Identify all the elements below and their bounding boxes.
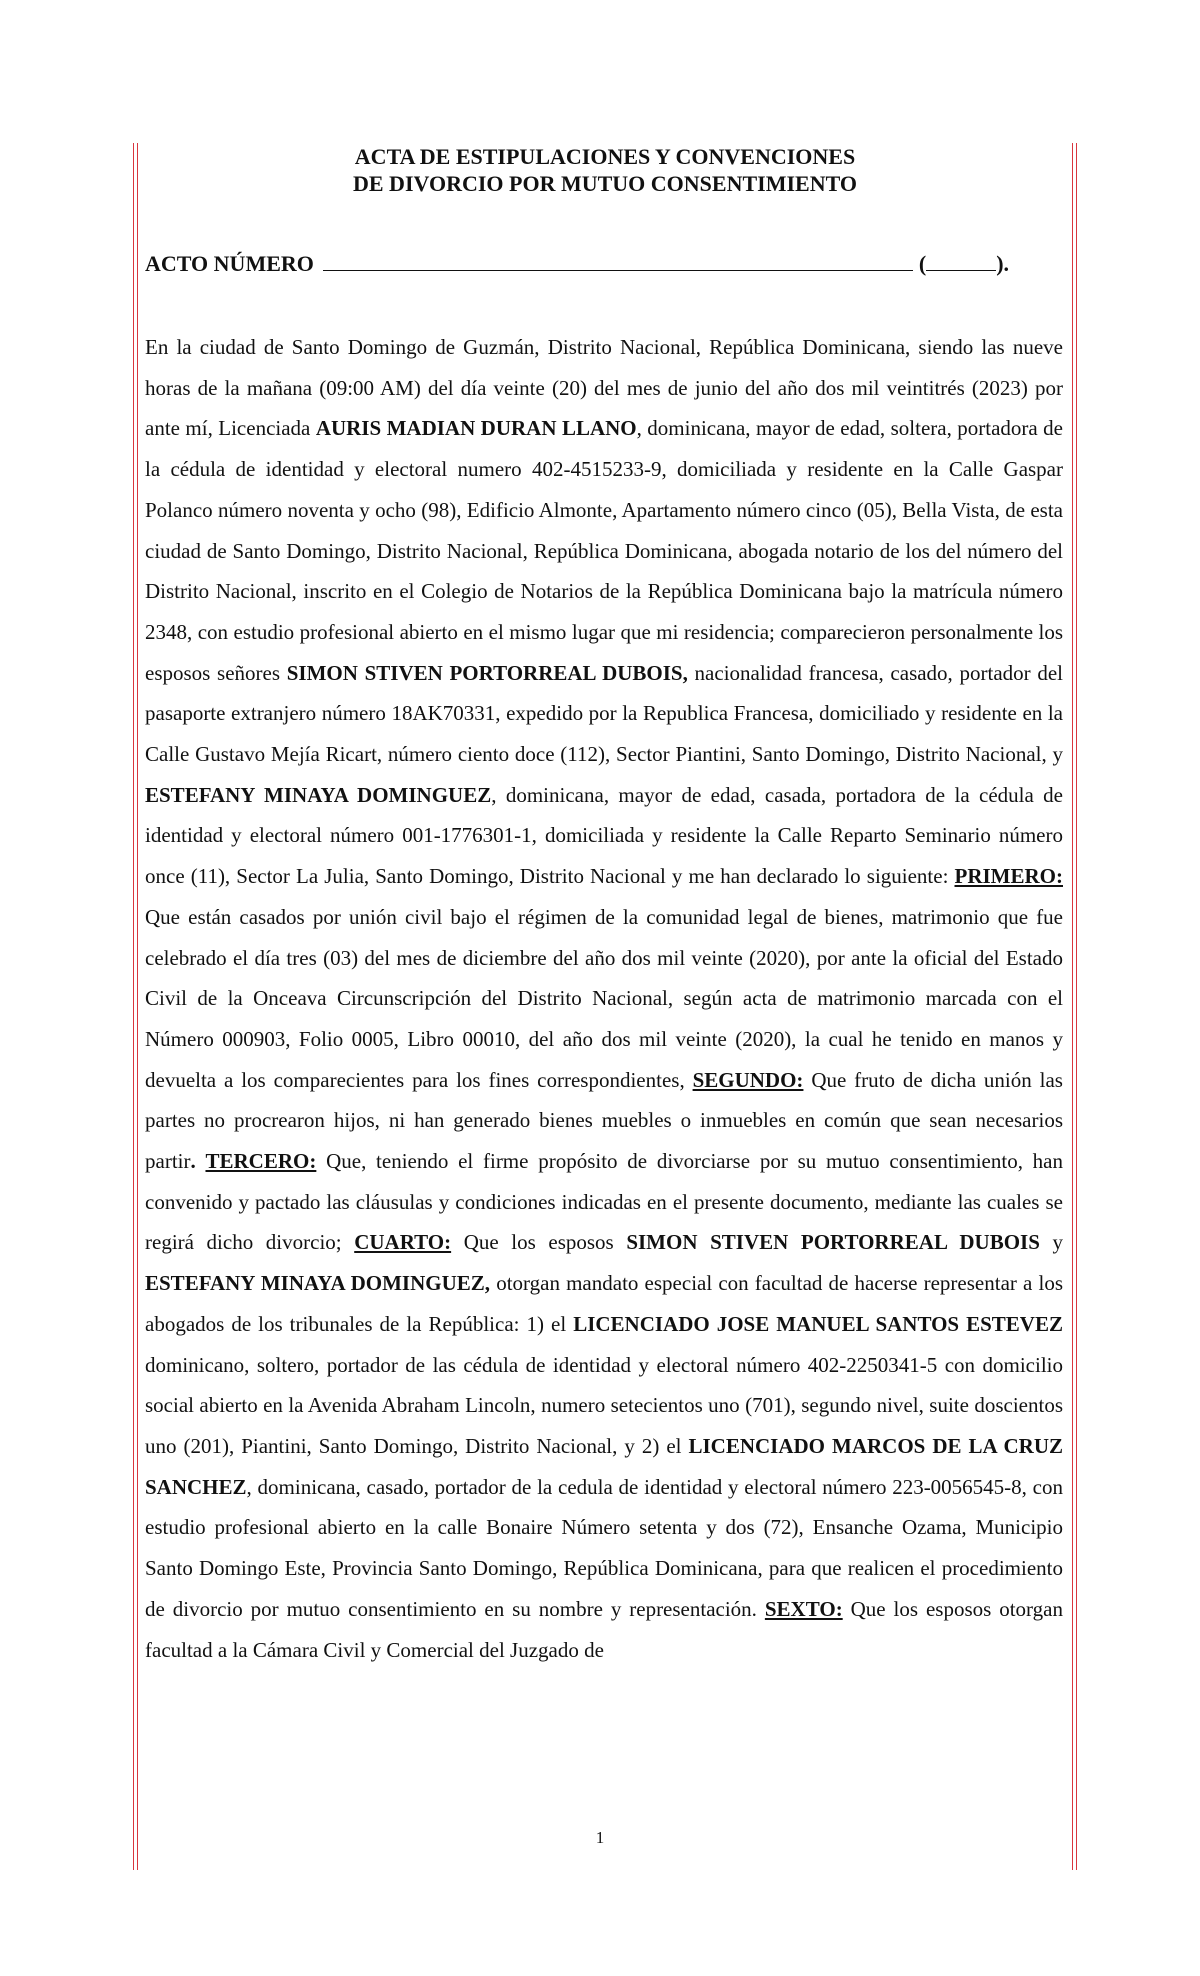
acto-label: ACTO NÚMERO bbox=[145, 251, 314, 276]
document-title bbox=[145, 143, 1065, 197]
lawyer-name-1: LICENCIADO JOSE MANUEL SANTOS ESTEVEZ bbox=[573, 1311, 1063, 1336]
left-margin-line-inner bbox=[137, 143, 138, 1870]
right-margin-line-inner bbox=[1072, 143, 1073, 1870]
clause-label-segundo: SEGUNDO: bbox=[692, 1067, 804, 1092]
title-line-1: ACTA DE ESTIPULACIONES Y CONVENCIONES bbox=[354, 144, 856, 169]
acto-paren-open: ( bbox=[918, 251, 927, 276]
body-text-segment: , dominicana, casado, portador de la cedula de identidad y electoral número 223-0056545-8, con estudio profesional abierto en la calle Bonaire Número setenta y dos (72), Ensanche Ozama, Municipio Santo Domingo Este, Provincia Santo Domingo, República Dominicana, para que realicen el procedimiento de divorcio por mutuo consentimiento en su nombre y representación. bbox=[145, 1474, 1063, 1621]
clause-label-sexto: SEXTO: bbox=[764, 1596, 843, 1621]
body-text-segment: Que los esposos otorgan facultad a la Cámara Civil y Comercial del Juzgado de bbox=[145, 1596, 1063, 1662]
acto-paren-close: ). bbox=[996, 251, 1010, 276]
bold-period: . bbox=[190, 1149, 196, 1174]
document-body bbox=[145, 327, 1063, 1670]
wife-name: ESTEFANY MINAYA DOMINGUEZ, bbox=[145, 1271, 491, 1296]
body-text-segment: y bbox=[1039, 1230, 1063, 1255]
left-margin-line bbox=[133, 143, 134, 1870]
body-text-segment: En la ciudad de Santo Domingo de Guzmán, Distrito Nacional, República Dominicana, siendo las nueve horas de la mañana (09:00 AM) del día veinte (20) del mes de junio del año dos mil veintitrés (2023) por ante mí, Licenciada bbox=[145, 335, 1063, 441]
husband-name: SIMON STIVEN PORTORREAL DUBOIS, bbox=[286, 660, 688, 685]
lawyer-name-2: LICENCIADO MARCOS DE LA CRUZ SANCHEZ bbox=[145, 1433, 1063, 1499]
body-text-segment: dominicano, soltero, portador de las cédula de identidad y electoral número 402-2250341-5 con domicilio social abierto en la Avenida Abraham Lincoln, numero setecientos uno (701), segundo nivel, suite doscientos uno (201), Piantini, Santo Domingo, Distrito Nacional, y 2) el bbox=[145, 1352, 1063, 1458]
clause-label-primero: PRIMERO: bbox=[954, 864, 1063, 889]
acto-number-line bbox=[145, 250, 1065, 278]
wife-name: ESTEFANY MINAYA DOMINGUEZ bbox=[145, 782, 492, 807]
acto-number-digits-blank bbox=[926, 250, 996, 271]
page-number: 1 bbox=[595, 1828, 605, 1847]
body-text-segment: , dominicana, mayor de edad, soltera, portadora de la cédula de identidad y electoral numero 402-4515233-9, domiciliada y residente en la Calle Gaspar Polanco número noventa y ocho (98), Edificio Almonte, Apartamento número cinco (05), Bella Vista, de esta ciudad de Santo Domingo, Distrito Nacional, República Dominicana, abogada notario de los del número del Distrito Nacional, inscrito en el Colegio de Notarios de la República Dominicana bajo la matrícula número 2348, con estudio profesional abierto en el mismo lugar que mi residencia; comparecieron personalmente los esposos señores bbox=[145, 416, 1063, 685]
clause-label-cuarto: CUARTO: bbox=[354, 1230, 452, 1255]
notary-name: AURIS MADIAN DURAN LLANO bbox=[315, 416, 637, 441]
acto-number-blank bbox=[323, 250, 913, 271]
husband-name: SIMON STIVEN PORTORREAL DUBOIS bbox=[626, 1230, 1040, 1255]
body-text-segment: otorgan mandato especial con facultad de hacerse representar a los abogados de los tribunales de la República: 1) el bbox=[145, 1271, 1063, 1336]
clause-label-tercero: TERCERO: bbox=[205, 1149, 317, 1174]
body-text-segment: Que los esposos bbox=[451, 1230, 627, 1255]
body-text-segment: Que están casados por unión civil bajo el régimen de la comunidad legal de bienes, matrimonio que fue celebrado el día tres (03) del mes de diciembre del año dos mil veinte (2020), por ante la oficial del Estado Civil de la Onceava Circunscripción del Distrito Nacional, según acta de matrimonio marcada con el Número 000903, Folio 0005, Libro 00010, del año dos mil veinte (2020), la cual he tenido en manos y devuelta a los comparecientes para los fines correspondientes, bbox=[145, 904, 1063, 1092]
body-text-segment: Que fruto de dicha unión las partes no procrearon hijos, ni han generado bienes muebles o inmuebles en común que sean necesarios partir bbox=[145, 1067, 1063, 1174]
body-text-segment: Que, teniendo el firme propósito de divorciarse por su mutuo consentimiento, han convenido y pactado las cláusulas y condiciones indicadas en el presente documento, mediante las cuales se regirá dicho divorcio; bbox=[145, 1149, 1064, 1255]
right-margin-line bbox=[1076, 143, 1077, 1870]
title-line-2: DE DIVORCIO POR MUTUO CONSENTIMIENTO bbox=[353, 171, 857, 196]
body-text-segment: , dominicana, mayor de edad, casada, portadora de la cédula de identidad y electoral número 001-1776301-1, domiciliada y residente la Calle Reparto Seminario número once (11), Sector La Julia, Santo Domingo, Distrito Nacional y me han declarado lo siguiente: bbox=[145, 782, 1063, 889]
body-text-segment: nacionalidad francesa, casado, portador del pasaporte extranjero número 18AK70331, expedido por la Republica Francesa, domiciliado y residente en la Calle Gustavo Mejía Ricart, número ciento doce (112), Sector Piantini, Santo Domingo, Distrito Nacional, y bbox=[145, 660, 1063, 767]
